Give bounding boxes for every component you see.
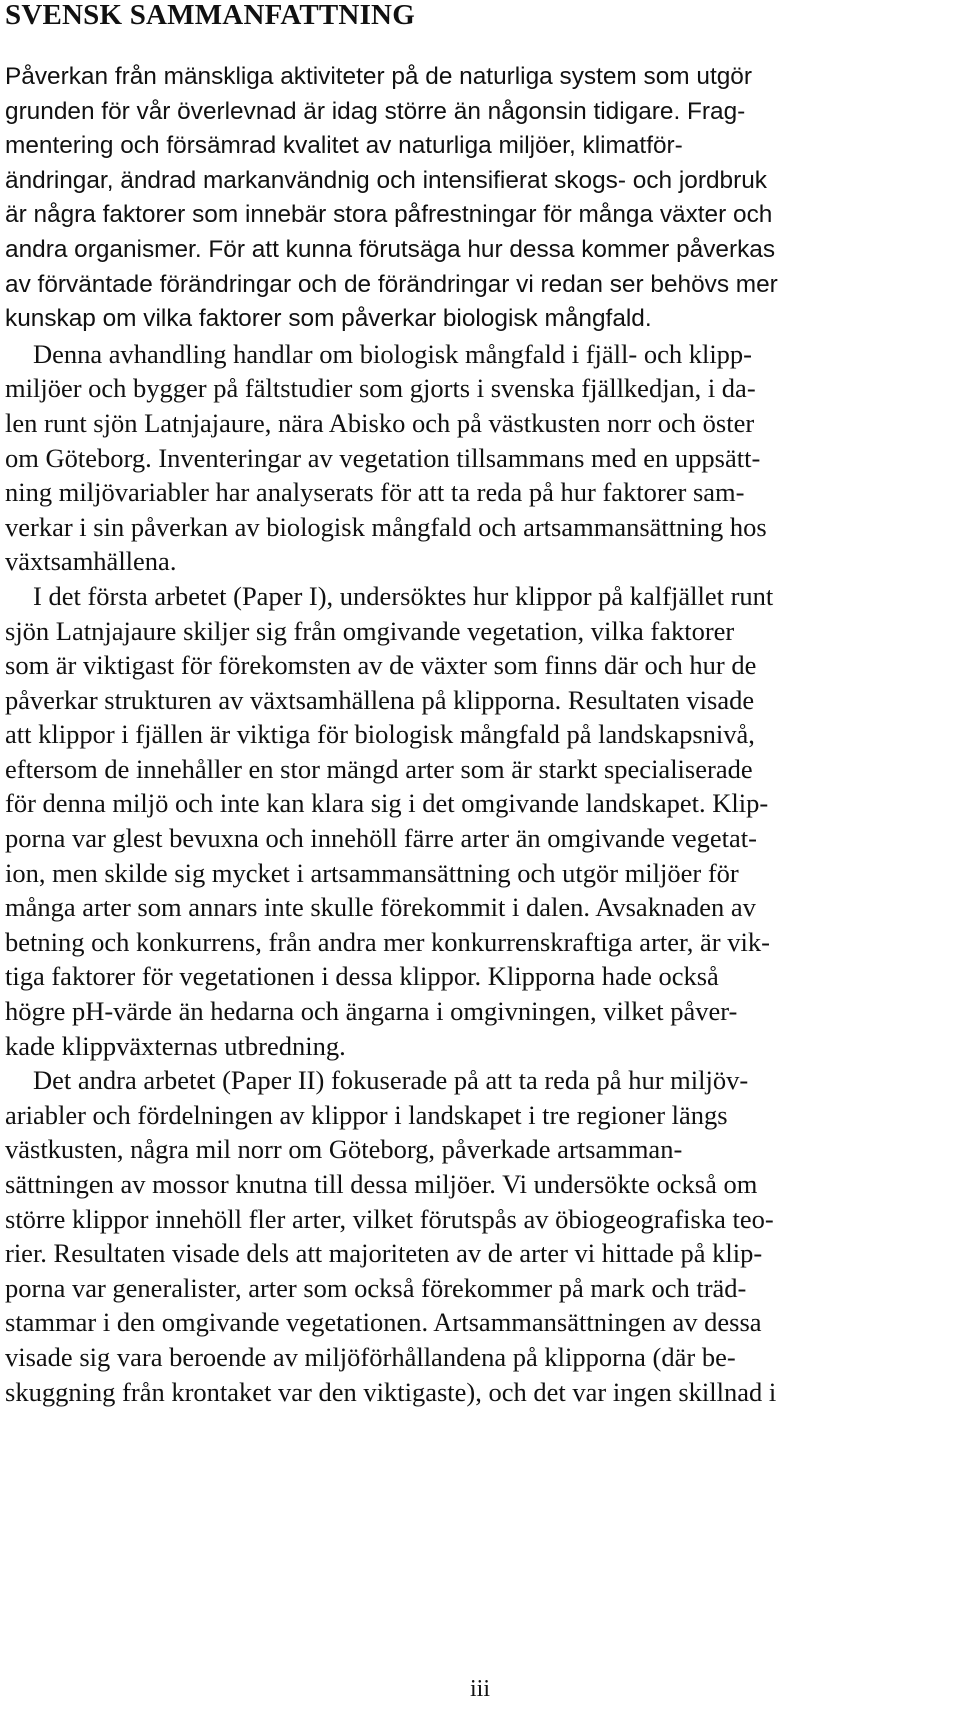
text-line: eftersom de innehåller en stor mängd arter som är starkt specialiserade [5,753,753,784]
document-page [5,0,955,1409]
text-line: mentering och försämrad kvalitet av naturliga miljöer, klimatför- [5,132,683,160]
text-line: ariabler och fördelningen av klippor i landskapet i tre regioner längs [5,1099,728,1130]
text-line: påverkar strukturen av växtsamhällena på klipporna. Resultaten visade [5,684,755,715]
text-line: ning miljövariabler har analyserats för att ta reda på hur faktorer sam- [5,477,745,508]
text-line: av förväntade förändringar och de förändringar vi redan ser behövs mer [5,270,778,298]
text-line: porna var glest bevuxna och innehöll färre arter än omgivande vegetat- [5,823,757,854]
document-body [5,60,955,1409]
text-line: växtsamhällena. [5,546,177,577]
text-line: len runt sjön Latnjajaure, nära Abisko och på västkusten norr och öster [5,407,755,438]
text-line: verkar i sin påverkan av biologisk mångfald och artsammansättning hos [5,511,767,542]
text-line: ion, men skilde sig mycket i artsammansättning och utgör miljöer för [5,857,739,888]
paragraph-paper-two [5,1063,955,1409]
text-line: miljöer och bygger på fältstudier som gjorts i svenska fjällkedjan, i da- [5,373,756,404]
text-line: porna var generalister, arter som också förekommer på mark och träd- [5,1272,747,1303]
text-line: ändringar, ändrad markanvändnig och intensifierat skogs- och jordbruk [5,166,767,194]
text-line: visade sig vara beroende av miljöförhållandena på klipporna (där be- [5,1341,736,1372]
text-line: västkusten, några mil norr om Göteborg, påverkade artsamman- [5,1134,683,1165]
text-line: att klippor i fjällen är viktiga för biologisk mångfald på landskapsnivå, [5,719,755,750]
text-line: kade klippväxternas utbredning. [5,1030,346,1061]
text-line: högre pH-värde än hedarna och ängarna i omgivningen, vilket påver- [5,996,738,1027]
paragraph-paper-one [5,579,955,1063]
text-line: betning och konkurrens, från andra mer konkurrenskraftiga arter, är vik- [5,926,770,957]
text-line: för denna miljö och inte kan klara sig i det omgivande landskapet. Klip- [5,788,769,819]
text-line: större klippor innehöll fler arter, vilket förutspås av öbiogeografiska teo- [5,1203,774,1234]
text-line: som är viktigast för förekomsten av de växter som finns där och hur de [5,650,757,681]
text-line: stammar i den omgivande vegetationen. Artsammansättningen av dessa [5,1307,762,1338]
text-line: grunden för vår överlevnad är idag större än någonsin tidigare. Frag- [5,97,746,125]
text-line: skuggning från krontaket var den viktigaste), och det var ingen skillnad i [5,1376,777,1407]
text-line: många arter som annars inte skulle förekommit i dalen. Avsaknaden av [5,892,756,923]
text-line: Påverkan från mänskliga aktiviteter på de naturliga system som utgör [5,63,752,90]
text-line: om Göteborg. Inventeringar av vegetation tillsammans med en uppsätt- [5,442,761,473]
paragraph-introduction [5,60,955,337]
text-line: kunskap om vilka faktorer som påverkar biologisk mångfald. [5,305,652,333]
text-line: rier. Resultaten visade dels att majoriteten av de arter vi hittade på klip- [5,1238,763,1269]
text-line: är några faktorer som innebär stora påfrestningar för många växter och [5,201,773,229]
text-line: Det andra arbetet (Paper II) fokuserade på att ta reda på hur miljöv- [33,1065,749,1096]
text-line: Denna avhandling handlar om biologisk mångfald i fjäll- och klipp- [33,338,753,369]
text-line: andra organismer. För att kunna förutsäga hur dessa kommer påverkas [5,235,776,263]
page-number: iii [469,1676,490,1702]
paragraph-thesis-overview [5,337,955,579]
text-line: sjön Latnjajaure skiljer sig från omgivande vegetation, vilka faktorer [5,615,735,646]
text-line: sättningen av mossor knutna till dessa miljöer. Vi undersökte också om [5,1169,758,1199]
section-heading: SVENSK SAMMANFATTNING [5,0,415,31]
text-line: I det första arbetet (Paper I), undersöktes hur klippor på kalfjället runt [33,580,774,611]
text-line: tiga faktorer för vegetationen i dessa klippor. Klipporna hade också [5,961,719,992]
